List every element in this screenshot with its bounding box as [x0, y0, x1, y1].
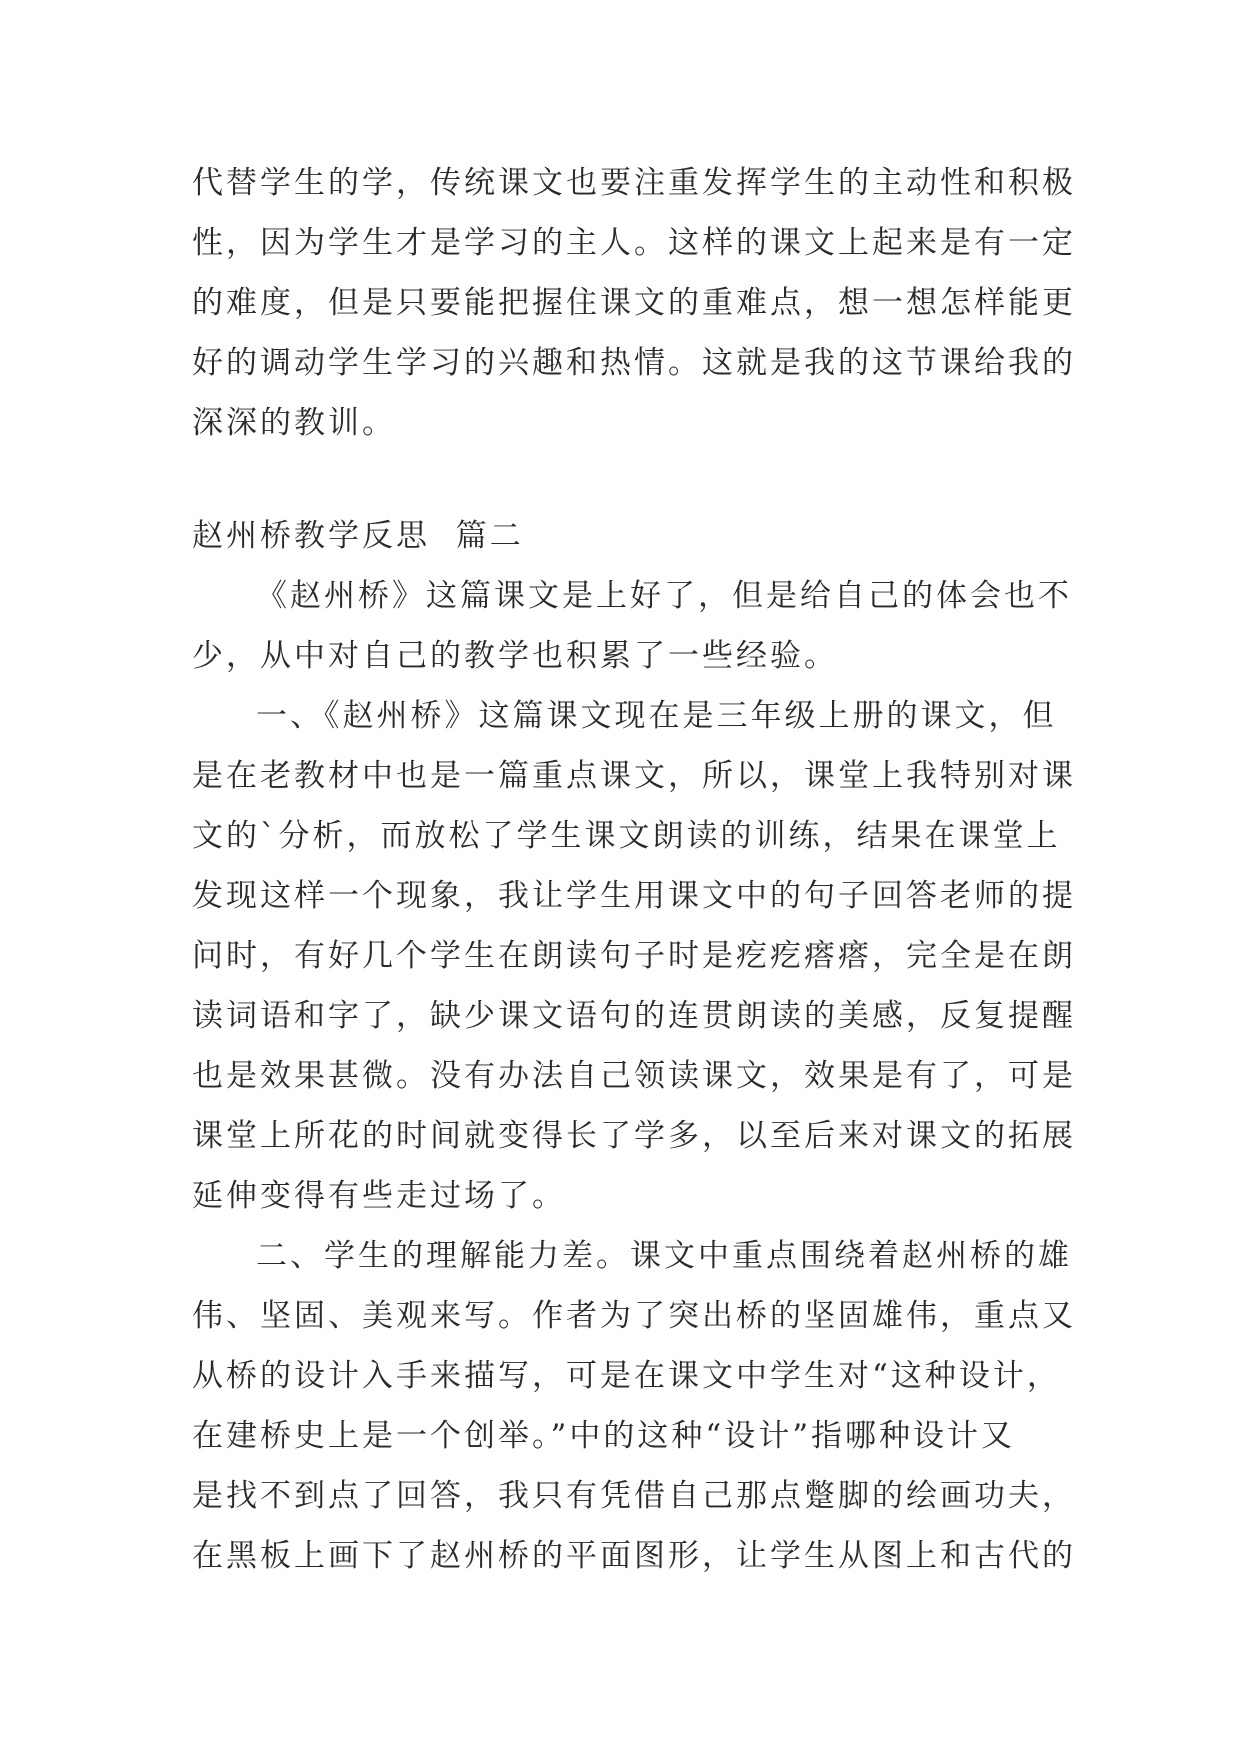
- paragraph-line: 代替学生的学，传统课文也要注重发挥学生的主动性和积极: [192, 165, 1076, 201]
- paragraph-line: 好的调动学生学习的兴趣和热情。这就是我的这节课给我的: [192, 345, 1076, 381]
- paragraph-line: 是找不到点了回答，我只有凭借自己那点蹩脚的绘画功夫，: [192, 1478, 1076, 1514]
- paragraph-line: 《赵州桥》这篇课文是上好了，但是给自己的体会也不: [256, 578, 1072, 614]
- paragraph-line: 发现这样一个现象，我让学生用课文中的句子回答老师的提: [192, 878, 1076, 914]
- paragraph-line: 延伸变得有些走过场了。: [192, 1178, 566, 1214]
- paragraph-line: 从桥的设计入手来描写，可是在课文中学生对“这种设计，: [192, 1358, 1061, 1394]
- paragraph-line: 是在老教材中也是一篇重点课文，所以，课堂上我特别对课: [192, 758, 1076, 794]
- paragraph-line: 少，从中对自己的教学也积累了一些经验。: [192, 638, 838, 674]
- paragraph-line: 文的`分析，而放松了学生课文朗读的训练，结果在课堂上: [192, 818, 1061, 854]
- paragraph-line: 也是效果甚微。没有办法自己领读课文，效果是有了，可是: [192, 1058, 1076, 1094]
- paragraph-line: 课堂上所花的时间就变得长了学多，以至后来对课文的拓展: [192, 1118, 1076, 1154]
- paragraph-line: 伟、坚固、美观来写。作者为了突出桥的坚固雄伟，重点又: [192, 1298, 1076, 1334]
- paragraph-line: 读词语和字了，缺少课文语句的连贯朗读的美感，反复提醒: [192, 998, 1076, 1034]
- paragraph-line: 性，因为学生才是学习的主人。这样的课文上起来是有一定: [192, 225, 1076, 261]
- section-heading: 赵州桥教学反思 篇二: [192, 518, 524, 554]
- paragraph-line: 二、学生的理解能力差。课文中重点围绕着赵州桥的雄: [256, 1238, 1072, 1274]
- paragraph-line: 问时，有好几个学生在朗读句子时是疙疙瘩瘩，完全是在朗: [192, 938, 1076, 974]
- section-heading-block: [192, 506, 1054, 566]
- paragraph-line: 一、《赵州桥》这篇课文现在是三年级上册的课文，但: [256, 698, 1057, 734]
- section-body: [192, 566, 1076, 1586]
- paragraph-line: 的难度，但是只要能把握住课文的重难点，想一想怎样能更: [192, 285, 1076, 321]
- paragraph-line: 在建桥史上是一个创举。”中的这种“设计”指哪种设计又: [192, 1418, 1016, 1454]
- intro-paragraph: [192, 153, 1076, 453]
- paragraph-line: 在黑板上画下了赵州桥的平面图形，让学生从图上和古代的: [192, 1538, 1076, 1574]
- paragraph-line: 深深的教训。: [192, 405, 396, 441]
